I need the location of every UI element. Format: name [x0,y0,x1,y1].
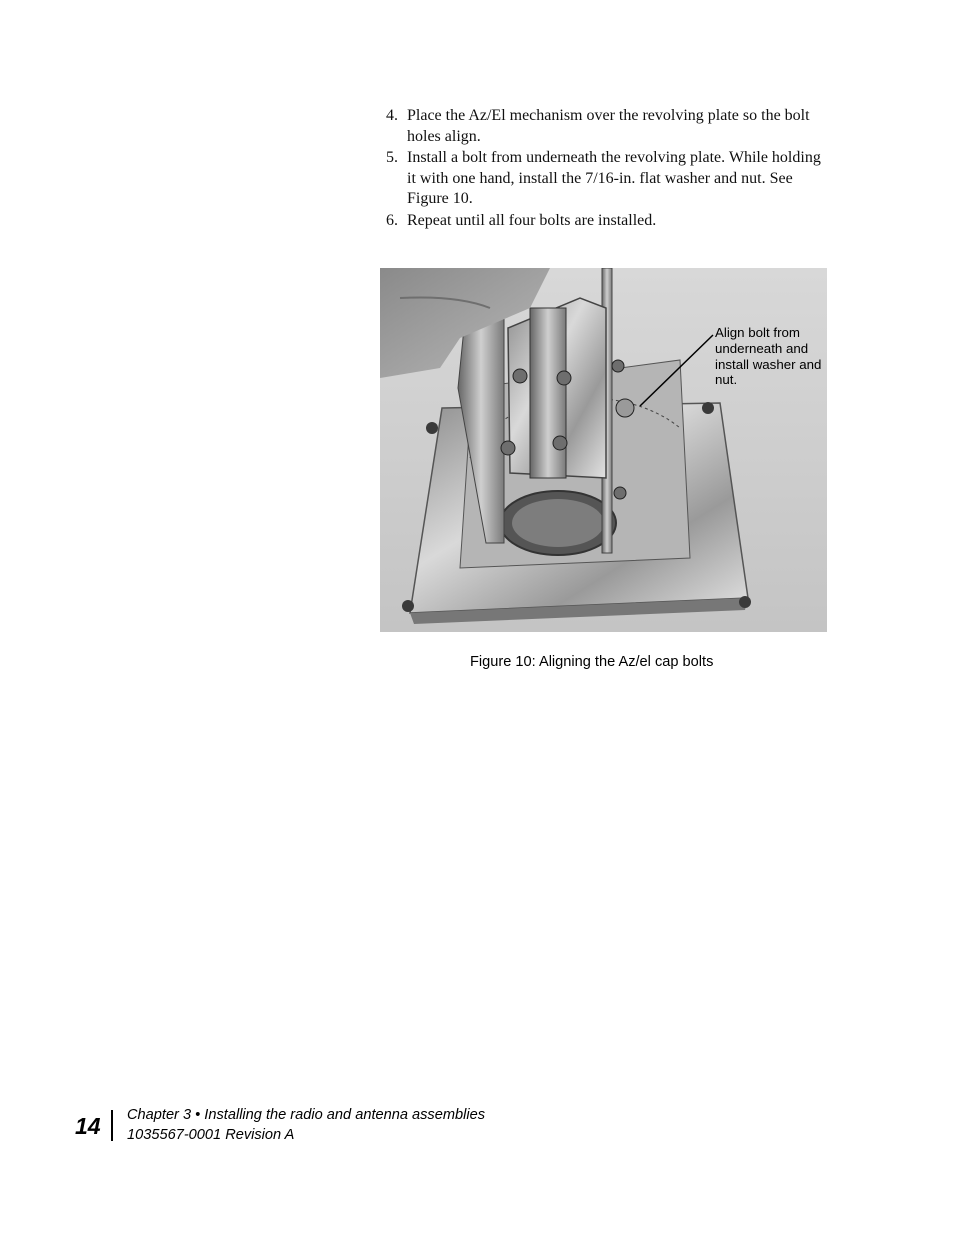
running-footer [127,1106,485,1145]
step-text: Install a bolt from underneath the revolving plate. While holding it with one hand, install the 7/16-in. flat washer and nut. See Figure 10. [407,149,821,207]
step-number: 5. [386,149,398,166]
figure-photo [380,268,827,632]
azel-mount-photo [380,268,827,632]
instruction-steps [386,106,826,232]
step-4 [386,106,826,147]
footer-doc-id: 1035567-0001 Revision A [127,1126,295,1143]
step-6 [386,211,826,232]
footer-divider [111,1110,113,1141]
step-number: 4. [386,107,398,124]
step-text: Place the Az/El mechanism over the revolving plate so the bolt holes align. [407,107,810,145]
step-text: Repeat until all four bolts are installed. [407,211,657,229]
step-5 [386,148,826,210]
figure-callout: Align bolt from underneath and install washer and nut. [715,325,822,388]
step-number: 6. [386,211,398,229]
page-number: 14 [75,1113,101,1139]
footer-chapter: Chapter 3 • Installing the radio and antenna assemblies [127,1107,486,1123]
figure-caption: Figure 10: Aligning the Az/el cap bolts [470,654,714,670]
